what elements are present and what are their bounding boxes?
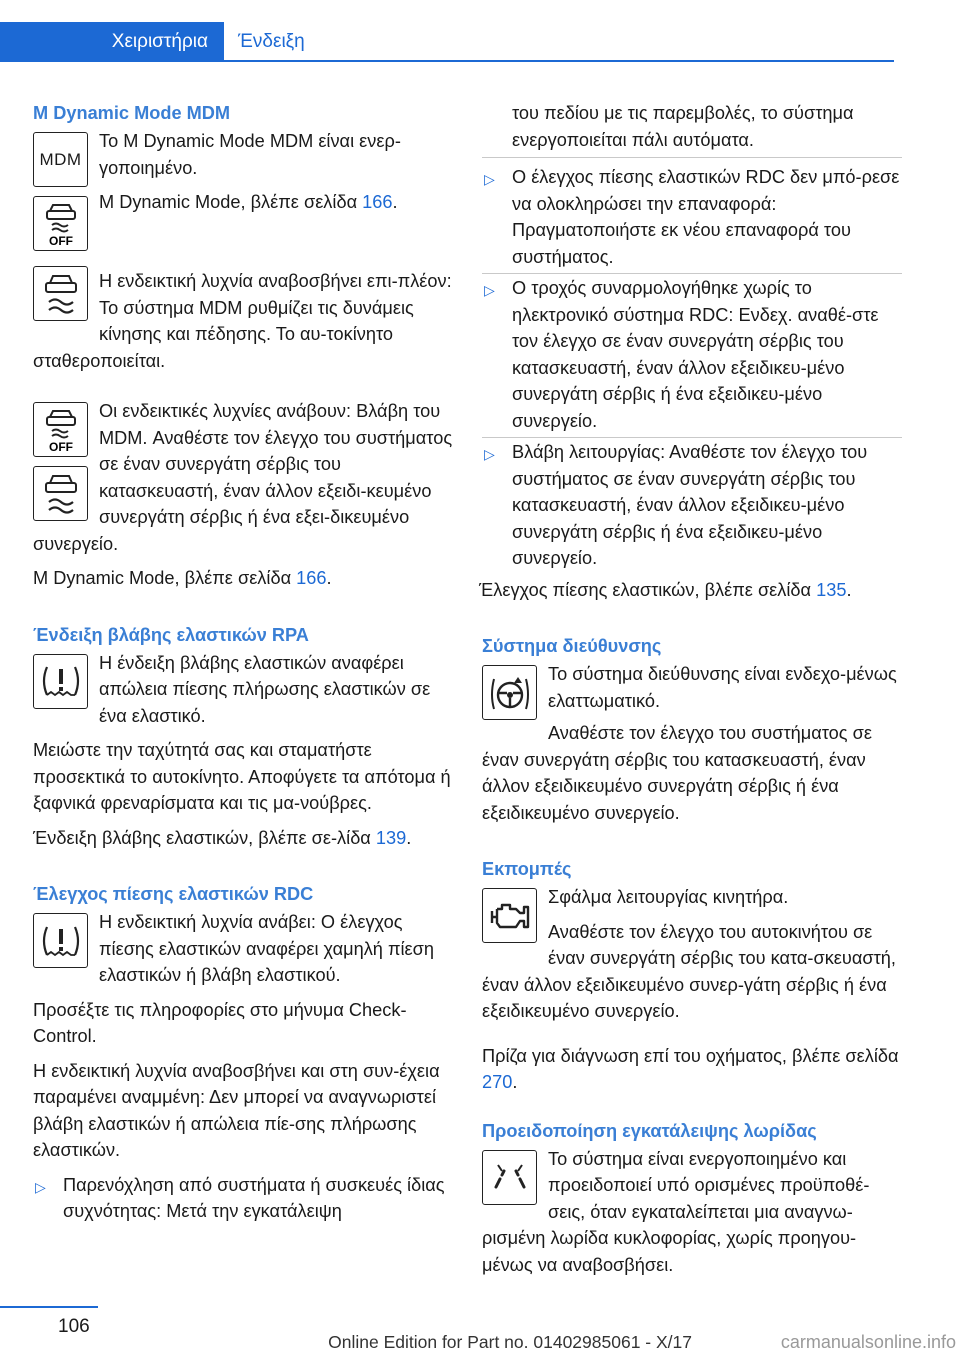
rdc-bullet-1-continued: του πεδίου με τις παρεμβολές, το σύστημα ενεργοποιείται πάλι αυτόματα.	[512, 103, 854, 150]
header-rule	[224, 60, 894, 62]
left-column	[33, 100, 453, 1230]
rdc-bullet-1: ▷ Παρενόχληση από συστήματα ή συσκευές ίδιας συχνότητας: Μετά την εγκατάλειψη	[35, 1174, 445, 1221]
mdm-fault-icon-group	[33, 402, 89, 530]
section-heading-rpa: Ένδειξη βλάβης ελαστικών RPA	[33, 624, 309, 645]
section-heading-lane: Προειδοποίηση εγκατάλειψης λωρίδας	[482, 1120, 817, 1141]
footer-rule	[0, 1306, 98, 1308]
mdm-text-2: M Dynamic Mode, βλέπε σελίδα 166.	[99, 192, 398, 212]
rdc-icon-group	[33, 913, 89, 977]
triangle-bullet-icon: ▷	[484, 446, 495, 462]
mdm-text-3: Η ενδεικτική λυχνία αναβοσβήνει επι-πλέον: Το σύστημα MDM ρυθμίζει τις δυνάμεις κίνησης και πέδησης. Το αυ-τοκίνητο σταθεροποιείται.	[33, 271, 452, 371]
emissions-text-3: Πρίζα για διάγνωση επί του οχήματος, βλέπε σελίδα 270.	[482, 1045, 899, 1092]
triangle-bullet-icon: ▷	[484, 282, 495, 298]
dsc-off-label-2: OFF	[48, 439, 73, 452]
page-link-166[interactable]: 166	[362, 192, 393, 212]
rdc-bullet-list	[33, 1172, 453, 1225]
engine-icon	[482, 888, 537, 943]
triangle-bullet-icon: ▷	[484, 171, 495, 187]
steering-text-1: Το σύστημα διεύθυνσης είναι ενδεχο-μένως ελαττωματικό.	[548, 664, 897, 711]
steering-icon-group	[482, 665, 538, 729]
tab-controls[interactable]: Χειριστήρια	[0, 22, 224, 62]
rdc-bullet-4: ▷ Βλάβη λειτουργίας: Αναθέστε τον έλεγχο του συστήματος σε έναν συνεργάτη σέρβις του κατασκευαστή, έναν άλλον εξειδικευ-μένο συνεργάτη σέρβις ή ένα εξειδικευ-μένο συνεργείο.	[484, 442, 868, 568]
steering-text-2: Αναθέστε τον έλεγχο του συστήματος σε έναν συνεργάτη σέρβις του κατασκευαστή, έναν άλλον εξειδικευμένο συνεργάτη σέρβις ή ένα εξειδικευμένο συνεργείο.	[482, 723, 872, 823]
rpa-text-3: Ένδειξη βλάβης ελαστικών, βλέπε σε-λίδα 139.	[33, 827, 412, 848]
section-emissions	[482, 856, 902, 1096]
rpa-icon-group	[33, 654, 89, 718]
section-heading-steering: Σύστημα διεύθυνσης	[482, 636, 662, 656]
watermark: carmanualsonline.info	[780, 1332, 956, 1352]
dsc-off-label: OFF	[48, 233, 73, 246]
mdm-text-5: M Dynamic Mode, βλέπε σελίδα 166.	[33, 568, 332, 588]
mdm-text-1: Το M Dynamic Mode MDM είναι ενερ-γοποιημένο.	[99, 131, 401, 178]
rdc-text-2: Προσέξτε τις πληροφορίες στο μήνυμα Check-Control.	[33, 999, 407, 1046]
page-number: 106	[58, 1316, 90, 1337]
mdm-icon-group	[33, 132, 89, 260]
page-link-166-b[interactable]: 166	[296, 568, 327, 588]
triangle-bullet-icon: ▷	[35, 1178, 46, 1195]
page-link-139[interactable]: 139	[375, 827, 407, 848]
steering-warning-icon	[482, 665, 537, 720]
lane-text-1: Το σύστημα είναι ενεργοποιημένο και προειδοποιεί υπό ορισμένες προϋποθέ-σεις, όταν εγκαταλείπεται μια αναγνω-ρισμένη λωρίδα κυκλοφορίας, χωρίς προηγου-μένως να αναβοσβήσει.	[482, 1148, 870, 1275]
tire-pressure-icon	[33, 913, 88, 968]
rdc-bullet-3: ▷ Ο τροχός συναρμολογήθηκε χωρίς το ηλεκτρονικό σύστημα RDC: Ενδεχ. αναθέ-στε τον έλεγχο σε έναν συνεργάτη σέρβις του κατασκευαστή, έναν άλλον εξειδικευ-μένο συνεργάτη σέρβις ή ένα εξειδικευ-μένο συνεργείο.	[482, 275, 902, 434]
rpa-text-2: Μειώστε την ταχύτητά σας και σταματήστε προσεκτικά το αυτοκίνητο. Αποφύγετε τα απότομα ή ξαφνικά φρεναρίσματα και τις μα-νούβρες.	[33, 740, 451, 813]
rdc-text-1: Η ενδεικτική λυχνία ανάβει: Ο έλεγχος πίεσης ελαστικών αναφέρει χαμηλή πίεση ελαστικών ή βλάβη ελαστικού.	[99, 912, 435, 985]
tab-display[interactable]: Ένδειξη	[238, 31, 305, 52]
section-lane	[482, 1118, 902, 1279]
emissions-text-2: Αναθέστε τον έλεγχο του αυτοκινήτου σε έναν συνεργάτη σέρβις του κατα-σκευαστή, έναν άλλον εξειδικευμένο συνερ-γάτη σέρβις ή ένα εξειδικευμένο συνεργείο.	[482, 921, 896, 1021]
rpa-text-1: Η ένδειξη βλάβης ελαστικών αναφέρει απώλεια πίεσης πλήρωσης ελαστικών σε ένα ελαστικό.	[99, 652, 431, 726]
section-heading-emissions: Εκπομπές	[482, 859, 572, 879]
mdm-icon	[33, 132, 88, 187]
section-rdc	[33, 881, 453, 1225]
section-heading-rdc: Έλεγχος πίεσης ελαστικών RDC	[33, 884, 314, 904]
dsc-off-icon-2	[33, 402, 88, 457]
rdc-bullet-2: ▷ Ο έλεγχος πίεσης ελαστικών RDC δεν μπό-ρεσε να ολοκληρώσει την επαναφορά: Πραγματοποιήστε εκ νέου επαναφορά του συστήματος.	[482, 164, 902, 270]
emissions-icon-group	[482, 888, 538, 952]
section-rpa	[33, 622, 453, 852]
page-header	[0, 0, 960, 62]
rdc-reference: Έλεγχος πίεσης ελαστικών, βλέπε σελίδα 135.	[479, 579, 852, 600]
rdc-text-3: Η ενδεικτική λυχνία αναβοσβήνει και στη συν-έχεια παραμένει αναμμένη: Δεν μπορεί να αναγνωριστεί βλάβη ελαστικών ή απώλεια πίε-σης πλήρωσης ελαστικών.	[33, 1060, 440, 1160]
edition-note: Online Edition for Part no. 01402985061 - X/17	[328, 1332, 692, 1352]
section-heading-mdm: M Dynamic Mode MDM	[33, 103, 231, 123]
rdc-bullet-list-continued	[482, 164, 902, 572]
dsc-off-icon	[33, 196, 88, 251]
mdm-text-4: Οι ενδεικτικές λυχνίες ανάβουν: Βλάβη του MDM. Αναθέστε τον έλεγχο του συστήματος σε έναν συνεργάτη σέρβις του κατασκευαστή, έναν άλλον εξειδι-κευμένο συνεργάτη σέρβις ή ένα εξει-δικευμένο συνεργείο.	[33, 401, 453, 554]
lane-departure-icon	[482, 1150, 537, 1205]
section-mdm	[33, 100, 453, 592]
tire-warning-icon	[33, 654, 88, 709]
page-link-135[interactable]: 135	[816, 579, 847, 600]
lane-icon-group	[482, 1150, 538, 1214]
page-link-270[interactable]: 270	[482, 1072, 513, 1092]
right-column	[479, 100, 902, 1286]
mdm-flash-icon-group	[33, 266, 89, 330]
section-steering	[482, 633, 902, 834]
dsc-icon	[33, 266, 88, 321]
emissions-text-1: Σφάλμα λειτουργίας κινητήρα.	[548, 887, 789, 907]
dsc-icon-2	[33, 466, 88, 521]
mdm-icon-label: MDM	[39, 149, 82, 169]
